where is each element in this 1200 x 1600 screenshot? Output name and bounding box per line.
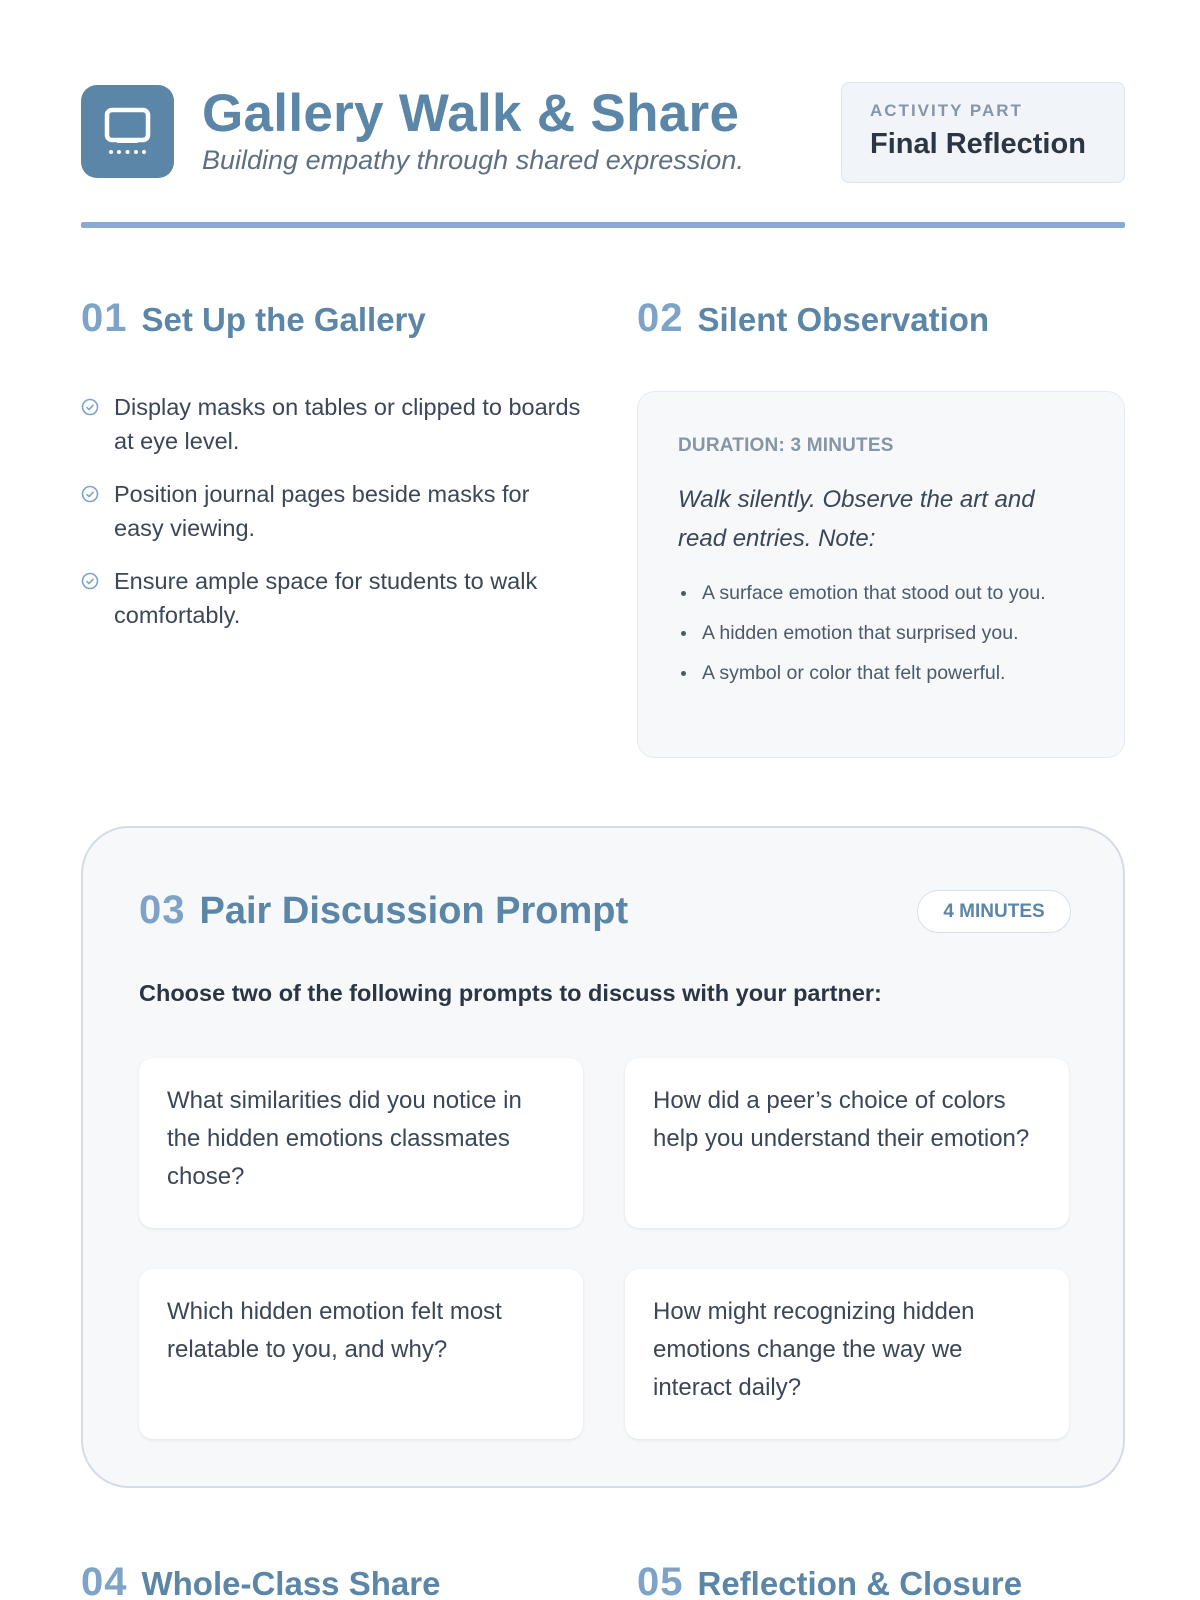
section-title: Set Up the Gallery (141, 301, 426, 338)
activity-part-label: ACTIVITY PART (870, 101, 1023, 120)
bullet-icon (681, 631, 686, 636)
list-item-text: A symbol or color that felt powerful. (702, 662, 1006, 684)
check-circle-icon (81, 485, 99, 503)
list-item (678, 660, 1088, 687)
check-circle-icon (81, 398, 99, 416)
bullet-icon (681, 671, 686, 676)
observation-list (678, 580, 1088, 700)
page-header (81, 85, 1125, 185)
section-title: Reflection & Closure (697, 1565, 1023, 1600)
section-number: 04 (81, 1560, 128, 1600)
prompt-card: What similarities did you notice in the hidden emotions classmates chose? (139, 1058, 583, 1228)
section-heading-02 (637, 296, 989, 341)
observation-instruction: Walk silently. Observe the art and read entries. Note: (678, 486, 1035, 552)
section-number: 03 (139, 888, 186, 932)
pair-discussion-card (81, 826, 1125, 1488)
section-heading-04 (81, 1560, 440, 1600)
section-title: Pair Discussion Prompt (199, 890, 629, 932)
section-title: Silent Observation (697, 301, 990, 338)
header-divider (81, 222, 1125, 228)
section-heading-01 (81, 296, 426, 341)
duration-badge: 4 MINUTES (917, 890, 1071, 933)
section-heading-03 (139, 888, 628, 933)
observation-card (637, 391, 1125, 758)
section-title: Whole-Class Share (141, 1565, 441, 1600)
page-subtitle: Building empathy through shared expression. (202, 145, 744, 175)
list-item (678, 620, 1088, 647)
setup-checklist (81, 390, 581, 651)
pair-intro-text: Choose two of the following prompts to discuss with your partner: (139, 980, 882, 1006)
list-item-text: Display masks on tables or clipped to boards at eye level. (114, 394, 581, 454)
list-item-text: Ensure ample space for students to walk comfortably. (114, 568, 538, 628)
list-item (678, 580, 1088, 607)
prompt-card: How might recognizing hidden emotions change the way we interact daily? (625, 1269, 1069, 1439)
bullet-icon (681, 591, 686, 596)
list-item (81, 390, 581, 458)
list-item-text: Position journal pages beside masks for easy viewing. (114, 481, 530, 541)
duration-label: DURATION: 3 MINUTES (678, 435, 894, 456)
section-heading-05 (637, 1560, 1022, 1600)
page-title: Gallery Walk & Share (202, 84, 740, 143)
list-item (81, 477, 581, 545)
list-item-text: A hidden emotion that surprised you. (702, 622, 1019, 644)
list-item-text: A surface emotion that stood out to you. (702, 582, 1046, 604)
section-number: 02 (637, 296, 684, 340)
prompt-card: How did a peer’s choice of colors help you understand their emotion? (625, 1058, 1069, 1228)
prompt-card: Which hidden emotion felt most relatable to you, and why? (139, 1269, 583, 1439)
activity-part-box (841, 82, 1125, 183)
list-item (81, 564, 581, 632)
check-circle-icon (81, 572, 99, 590)
section-number: 01 (81, 296, 128, 340)
activity-part-value: Final Reflection (870, 128, 1086, 160)
section-number: 05 (637, 1560, 684, 1600)
monitor-icon (81, 85, 174, 178)
